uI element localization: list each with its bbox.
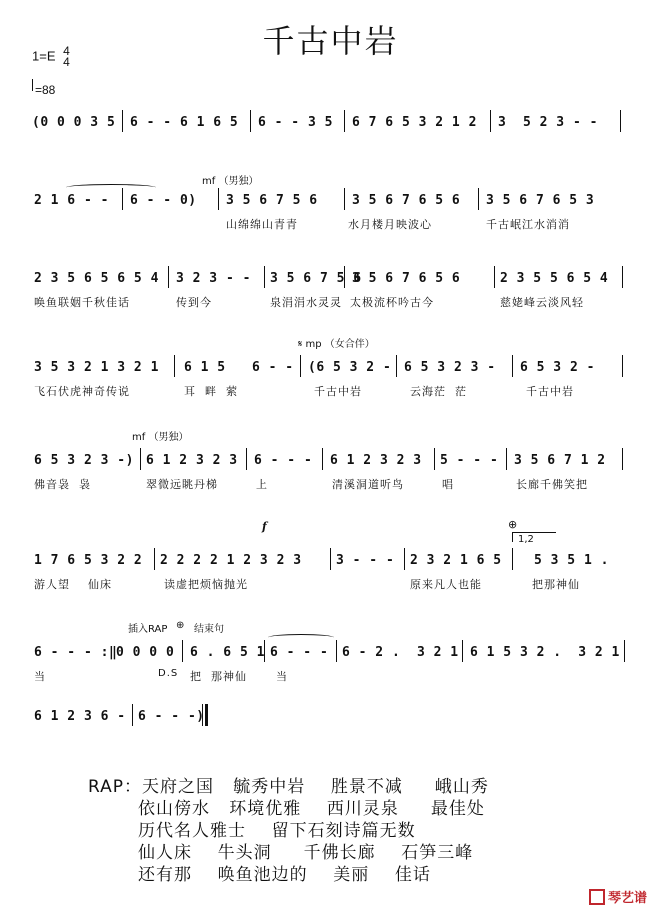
quarter-note-icon	[32, 79, 33, 91]
lyric: 太极流杯吟古今	[350, 296, 434, 309]
rap-line: 依山傍水 环境优雅 西川灵泉 最佳处	[138, 799, 485, 819]
time-top: 4	[63, 44, 70, 58]
barline	[132, 704, 133, 726]
barline	[250, 110, 251, 132]
measure: 3 5 6 7 6 5 3	[486, 193, 595, 208]
barline	[622, 355, 623, 377]
measure: 2 2 2 2 1 2 3 2 3	[160, 553, 302, 568]
lyric: 当	[34, 670, 46, 683]
measure: 0 0 0 0	[116, 645, 175, 660]
measure: 3 5 3 2 1 3 2 1	[34, 360, 159, 375]
measure: 6 - - 3 5	[258, 115, 333, 130]
lyric: 当	[276, 670, 288, 683]
tempo-marking	[32, 82, 55, 97]
barline	[246, 448, 247, 470]
dynamic-mark: mf （男独）	[202, 176, 259, 187]
measure: 2 1 6 - -	[34, 193, 109, 208]
rap-line: 还有那 唤鱼池边的 美丽 佳话	[138, 865, 431, 885]
lyric: 上	[256, 478, 268, 491]
dynamic-mark: mf （男独）	[132, 432, 189, 443]
measure: 6 5 3 2 3 -	[404, 360, 496, 375]
measure: 3 5 6 7 5 6	[270, 271, 362, 286]
tempo-value: =88	[35, 83, 56, 97]
barline	[512, 355, 513, 377]
repeat-coda-icon: ⊕	[508, 518, 518, 531]
tie-arc	[66, 184, 156, 191]
song-title: 千古中岩	[262, 22, 399, 60]
rap-label: RAP：	[88, 777, 143, 797]
barline	[140, 448, 141, 470]
barline	[322, 448, 323, 470]
rap-section	[88, 776, 489, 886]
final-barline	[205, 704, 208, 726]
lyric: 传到今	[176, 296, 212, 309]
lyric: 唱	[442, 478, 454, 491]
barline	[218, 188, 219, 210]
lyric: 耳 畔 萦	[184, 385, 238, 398]
logo-icon	[589, 889, 605, 905]
volta-bracket-edge	[512, 532, 513, 542]
lyric: 水月楼月映波心	[348, 218, 432, 231]
lyric: 泉涓涓水灵灵	[270, 296, 342, 309]
measure: 6 1 5 3 2 . 3 2 1	[470, 645, 620, 660]
lyric: 长廊千佛笑把	[516, 478, 588, 491]
measure: 2 3 5 6 5 6 5 4	[34, 271, 159, 286]
lyric: 山绵绵山青青	[226, 218, 298, 231]
score-row-7	[0, 620, 661, 710]
barline	[434, 448, 435, 470]
insert-rap-label: 插入RAP	[128, 624, 168, 635]
barline	[336, 640, 337, 662]
lyric: 游人望 仙床	[34, 578, 112, 591]
lyric: 飞石伏虎神奇传说	[34, 385, 130, 398]
barline	[404, 548, 405, 570]
ds-marking: D.S	[158, 668, 179, 679]
time-signature	[63, 46, 70, 68]
barline	[622, 448, 623, 470]
site-logo	[589, 887, 647, 907]
barline	[494, 266, 495, 288]
dynamic-mark	[262, 520, 267, 533]
measure: 6 - - -	[270, 645, 329, 660]
lyric: 原来凡人也能	[410, 578, 482, 591]
forte-mark: f	[262, 520, 267, 533]
barline	[620, 110, 621, 132]
score-row-2	[0, 172, 661, 262]
lyric: 佛音袅 袅	[34, 478, 91, 491]
measure: 3 2 3 - -	[176, 271, 251, 286]
lyric: 慈姥峰云淡风轻	[500, 296, 584, 309]
score-row-6	[0, 518, 661, 608]
barline	[462, 640, 463, 662]
measure: 6 - - -)	[138, 709, 205, 724]
barline	[478, 188, 479, 210]
measure: 3 5 2 3 - -	[498, 115, 598, 130]
barline	[344, 188, 345, 210]
lyric: 把 那神仙	[190, 670, 247, 683]
volta-number: 1,2	[518, 534, 534, 545]
key-signature	[32, 46, 70, 68]
barline	[264, 266, 265, 288]
key-label: 1=E	[32, 48, 56, 64]
barline	[396, 355, 397, 377]
score-row-5	[0, 428, 661, 518]
score-row-4	[0, 335, 661, 425]
barline	[300, 355, 301, 377]
barline	[490, 110, 491, 132]
measure: 6 - - 0)	[130, 193, 197, 208]
lyric: 把那神仙	[532, 578, 580, 591]
measure: 6 5 3 2 -	[520, 360, 595, 375]
barline	[182, 640, 183, 662]
barline	[330, 548, 331, 570]
rap-line: 历代名人雅士 留下石刻诗篇无数	[138, 821, 416, 841]
lyric: 唤鱼联姻千秋佳话	[34, 296, 130, 309]
measure: 6 . 6 5 1	[190, 645, 265, 660]
measure: 6 1 2 3 2 3	[146, 453, 238, 468]
measure: 6 5 3 2 3 -)	[34, 453, 134, 468]
volta-bracket	[512, 532, 556, 533]
measure: 6 1 2 3 2 3	[330, 453, 422, 468]
measure: 3 5 6 7 1 2	[514, 453, 606, 468]
barline	[154, 548, 155, 570]
barline	[622, 266, 623, 288]
lyric: 读虚把烦恼抛光	[164, 578, 248, 591]
barline	[624, 640, 625, 662]
measure: 6 1 5	[184, 360, 226, 375]
barline	[122, 188, 123, 210]
measure: 1 7 6 5 3 2 2	[34, 553, 143, 568]
rap-line: 天府之国 毓秀中岩 胜景不减 峨山秀	[142, 777, 489, 797]
measure: 6 - 2 . 3 2 1	[342, 645, 459, 660]
measure: 6 7 6 5 3 2 1 2	[352, 115, 477, 130]
measure: 5 3 5 1 .	[534, 553, 609, 568]
lyric: 清溪洞道听鸟	[332, 478, 404, 491]
barline	[344, 110, 345, 132]
measure: 5 - - -	[440, 453, 499, 468]
measure: 3 5 6 7 5 6	[226, 193, 318, 208]
coda-icon: ⊕	[176, 620, 185, 631]
measure: 6 - - 6 1 6 5	[130, 115, 239, 130]
barline	[168, 266, 169, 288]
lyric: 千古岷江水消消	[486, 218, 570, 231]
measure: 6 1 2 3 6 -	[34, 709, 126, 724]
measure: 3 5 6 7 6 5 6	[352, 193, 461, 208]
lyric: 翠微远眺丹梯	[146, 478, 218, 491]
measure: 3 5 6 7 6 5 6	[352, 271, 461, 286]
ending-label: 结束句	[194, 624, 224, 635]
measure-repeat-end: 6 - - - :‖	[34, 645, 118, 660]
barline	[122, 110, 123, 132]
measure: 2 3 2 1 6 5	[410, 553, 502, 568]
measure: 2 3 5 5 6 5 4	[500, 271, 609, 286]
measure: (0 0 0 3 5	[32, 115, 116, 130]
lyric: 云海茫 茫	[410, 385, 467, 398]
tie-arc	[268, 634, 334, 641]
measure: 6 - -	[252, 360, 294, 375]
barline	[174, 355, 175, 377]
barline	[506, 448, 507, 470]
lyric: 千古中岩	[526, 385, 574, 398]
measure: (6 5 3 2 -	[308, 360, 392, 375]
logo-text: 琴艺谱	[607, 890, 647, 906]
rap-line: 仙人床 牛头洞 千佛长廊 石笋三峰	[138, 843, 474, 863]
measure: 3 - - -	[336, 553, 395, 568]
time-bottom: 4	[63, 55, 70, 69]
barline	[512, 548, 513, 570]
lyric: 千古中岩	[314, 385, 362, 398]
measure: 6 - - -	[254, 453, 313, 468]
segno-dynamic-mark: 𝄋 mp （女合伴）	[298, 339, 375, 350]
